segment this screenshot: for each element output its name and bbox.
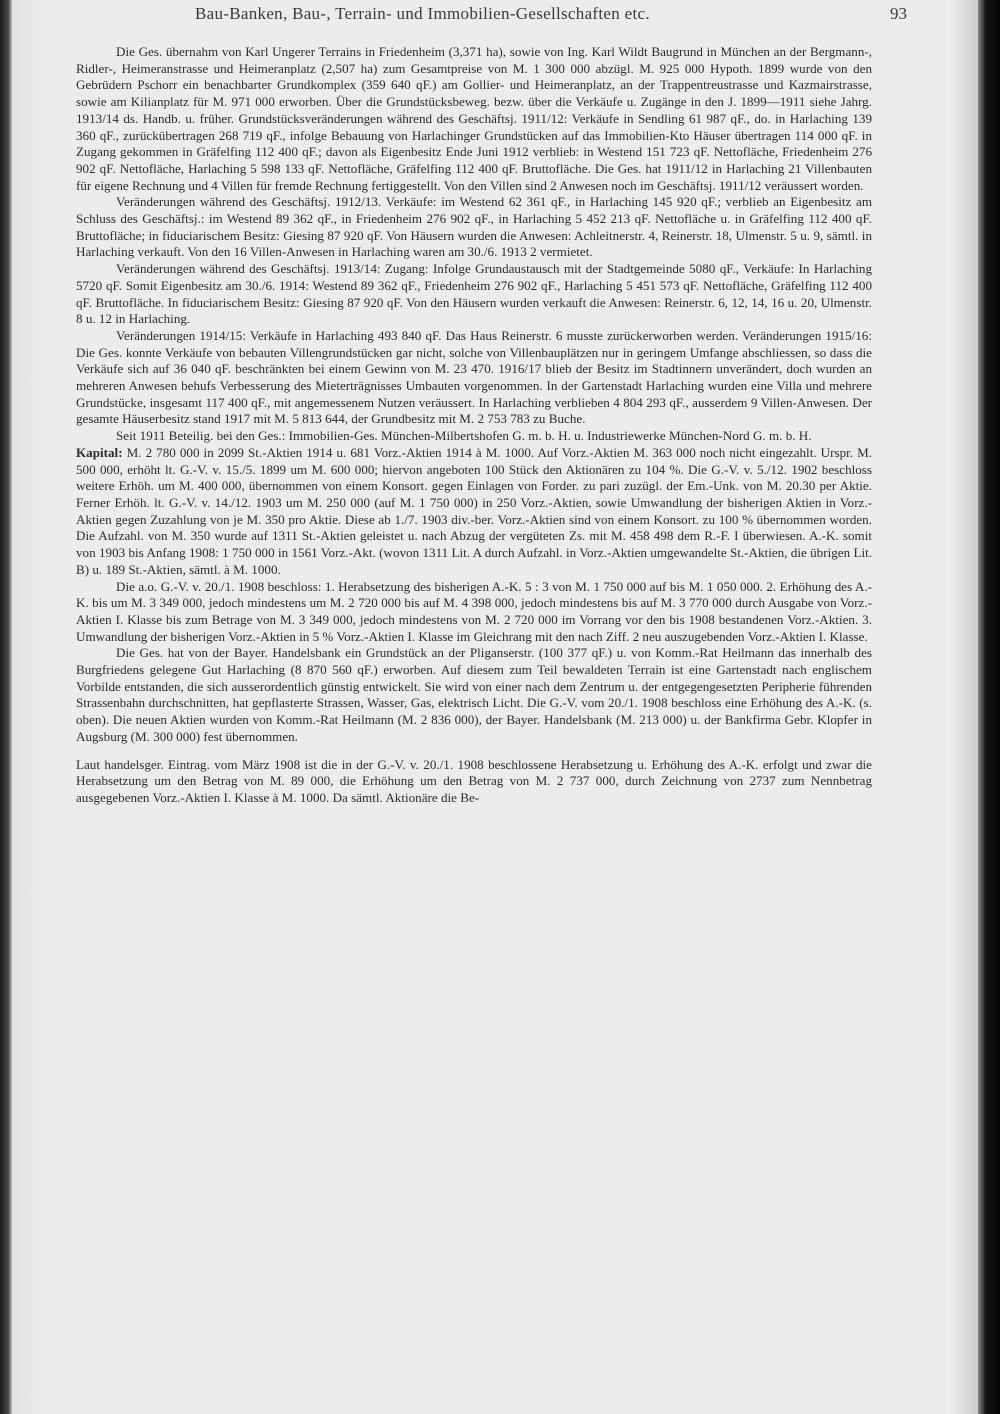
paragraph-gv-1908: Die a.o. G.-V. v. 20./1. 1908 beschloss: 1. Herabsetzung des bisherigen A.-K. 5 : 3 von M. 1 750 000 auf bis M. 1 050 000. 2. Erhöhung des A.-K. bis um M. 3 349 000, jedoch mindestens um M. 2 720 000 bis auf M. 4 398 000, jedoch mindestens bis auf M. 3 770 000 durch Ausgabe von Vorz.-Aktien I. Klasse bis zum Betrage von M. 3 349 000, jedoch mindestens von M. 2 720 000 im Vorrang vor den bis 1908 bestandenen Vorz.-Aktien. 3. Umwandlung der bisherigen Vorz.-Aktien in 5 % Vorz.-Aktien I. Klasse im Gleichrang mit den nach Ziff. 2 neu auszugebenden Vorz.-Aktien I. Klasse. [76, 578, 872, 644]
page-number: 93 [890, 4, 907, 23]
paragraph-gap [76, 746, 872, 757]
page-right-edge [978, 0, 1000, 1414]
paragraph-land-acquisition: Die Ges. übernahm von Karl Ungerer Terrains in Friedenheim (3,371 ha), sowie von Ing. Karl Wildt Baugrund in München an der Bergmann-, Ridler-, Heimeranstrasse und Heimeranplatz (2,507 ha) zum Gesamtpreise von M. 1 300 000 abzügl. M. 925 000 Hypoth. 1899 wurde von den Gebrüdern Pschorr ein benachbarter Grundkomplex (359 640 qF.) am Gollier- und Heimeranplatz, an der Trappentreustrasse und Kazmairstrasse, sowie am Kilianplatz für M. 971 000 erworben. Über die Grundstücksbeweg. bezw. über die Verkäufe u. Zugänge in den J. 1899—1911 siehe Jahrg. 1913/14 ds. Handb. u. früher. Grundstücksveränderungen während des Geschäftsj. 1911/12: Verkäufe in Sendling 61 987 qF., do. in Harlaching 139 360 qF., zurückübertragen 268 719 qF., infolge Bebauung von Harlachinger Grundstücken auf das Immobilien-Kto Häuser übertragen 114 000 qF. in Zugang gekommen in Gräfelfing 112 400 qF.; davon als Eigenbesitz Ende Juni 1912 verblieb: in Westend 151 723 qF. Nettofläche, Friedenheim 276 902 qF. Nettofläche, Harlaching 5 598 133 qF. Nettofläche, Gräfelfing 112 400 qF. Bruttofläche. Die Ges. hat 1911/12 in Harlaching 21 Villenbauten für eigene Rechnung und 4 Villen für fremde Rechnung fertiggestellt. Von den Villen sind 2 Anwesen noch im Geschäftsj. 1911/12 veräussert worden. [76, 44, 872, 193]
paragraph-changes-1912-13: Veränderungen während des Geschäftsj. 1912/13. Verkäufe: im Westend 62 361 qF., in Harlaching 145 920 qF.; verblieb an Eigenbesitz am Schluss des Geschäftsj.: im Westend 89 362 qF., in Friedenheim 276 902 qF., in Harlaching 5 452 213 qF. Nettofläche u. in Gräfelfing 112 400 qF. Bruttofläche; in fiduciarischem Besitz: Giesing 87 920 qF. Von Häusern wurden die Anwesen: Achleitnerstr. 4, Reinerstr. 18, Ulmenstr. 5 u. 9, sämtl. in Harlaching verkauft. Von den 16 Villen-Anwesen in Harlaching waren am 30./6. 1913 2 vermietet. [76, 194, 872, 260]
paragraph-register-entry: Laut handelsger. Eintrag. vom März 1908 ist die in der G.-V. v. 20./1. 1908 beschlossene Herabsetzung u. Erhöhung des A.-K. erfolgt und zwar die Herabsetzung um den Betrag von M. 89 000, die Erhöhung um den Betrag von M. 2 737 000, durch Zeichnung von 2737 zum Nennbetrag ausgegebenen Vorz.-Aktien I. Klasse à M. 1000. Da sämtl. Aktionäre die Be- [76, 756, 872, 805]
paragraph-harlaching-estate: Die Ges. hat von der Bayer. Handelsbank ein Grundstück an der Pliganserstr. (100 377 qF.) u. von Komm.-Rat Heilmann das innerhalb des Burgfriedens gelegene Gut Harlaching (8 870 560 qF.) erworben. Auf diesem zum Teil bewaldeten Terrain ist eine Gartenstadt nach englischem Vorbilde entstanden, die sich ausserordentlich günstig entwickelt. Sie wird von einer nach dem Zentrum u. der entgegengesetzten Peripherie führenden Strassenbahn durchschnitten, hat gepflasterte Strassen, Wasser, Gas, elektrisch Licht. Die G.-V. vom 20./1. 1908 beschloss eine Erhöhung des A.-K. (s. oben). Die neuen Aktien wurden von Komm.-Rat Heilmann (M. 2 836 000), der Bayer. Handelsbank (M. 213 000) u. der Bankfirma Gebr. Klopfer in Augsburg (M. 300 000) fest übernommen. [76, 645, 872, 744]
kapital-label: Kapital: [76, 444, 123, 460]
running-header: Bau-Banken, Bau-, Terrain- und Immobilien-Gesellschaften etc. [195, 4, 650, 23]
paragraph-changes-1913-14: Veränderungen während des Geschäftsj. 1913/14: Zugang: Infolge Grundaustausch mit der Stadtgemeinde 5080 qF., Verkäufe: In Harlaching 5720 qF. Somit Eigenbesitz am 30./6. 1914: Westend 89 362 qF., Friedenheim 276 902 qF., Harlaching 5 451 573 qF. Nettofläche, Gräfelfing 112 400 qF. Bruttofläche. In fiduciarischem Besitz: Giesing 87 920 qF. Von den Häusern wurden verkauft die Anwesen: Reinerstr. 6, 12, 14, 16 u. 20, Ulmenstr. 8 u. 12 in Harlaching. [76, 261, 872, 327]
paragraph-participations: Seit 1911 Beteilig. bei den Ges.: Immobilien-Ges. München-Milbertshofen G. m. b. H. u. Industriewerke München-Nord G. m. b. H. [116, 428, 812, 444]
page-left-edge [0, 0, 12, 1414]
kapital-text: M. 2 780 000 in 2099 St.-Aktien 1914 u. 681 Vorz.-Aktien 1914 à M. 1000. Auf Vorz.-Aktien M. 363 000 noch nicht eingezahlt. Urspr. M. 500 000, erhöht lt. G.-V. v. 15./5. 1899 um M. 600 000; hiervon angeboten 100 Stück den Aktionären zu 104 %. Die G.-V. v. 5./12. 1902 beschloss weitere Erhöh. um M. 400 000, übernommen von einem Konsort. gegen Einlagen von Forder. zu pari zuzügl. der Em.-Unk. von M. 20.30 per Aktie. Ferner Erhöh. lt. G.-V. v. 14./12. 1903 um M. 250 000 (auf M. 1 750 000) in 250 Vorz.-Aktien, sowie Umwandlung der bisherigen Aktien in Vorz.-Aktien gegen Zuzahlung von je M. 350 pro Aktie. Diese ab 1./7. 1903 div.-ber. Vorz.-Aktien sind von einem Konsort. zu 100 % übernommen worden. Die Aufzahl. von M. 350 wurde auf 1311 St.-Aktien geleistet u. nach Abzug der vergüteten Zs. mit M. 458 498 dem R.-F. I überwiesen. A.-K. somit von 1903 bis Anfang 1908: 1 750 000 in 1561 Vorz.-Akt. (wovon 1311 Lit. A durch Aufzahl. in Vorz.-Aktien umgewandelte St.-Aktien, die übrigen Lit. B) u. 189 St.-Aktien, sämtl. à M. 1000. [76, 444, 872, 577]
paragraph-changes-1914-17: Veränderungen 1914/15: Verkäufe in Harlaching 493 840 qF. Das Haus Reinerstr. 6 musste zurückerworben werden. Veränderungen 1915/16: Die Ges. konnte Verkäufe von bebauten Villengrundstücken gar nicht, solche von Villenbauplätzen nur in geringem Umfange abschliessen, so dass die Verkäufe sich auf 36 040 qF. beschränkten bei einem Gewinn von M. 23 470. 1916/17 blieb der Besitz im Stadtinnern unverändert, doch wurden an mehreren Anwesen behufs Verbesserung des Mieterträgnisses Umbauten vorgenommen. In der Gartenstadt Harlaching wurden eine Villa und mehrere Grundstücke, insgesamt 117 400 qF., mit angemessenem Nutzen veräussert. In Harlaching verblieben 4 804 293 qF., ausserdem 9 Villen-Anwesen. Der gesamte Häuserbesitz stand 1917 mit M. 5 813 644, der Grundbesitz mit M. 2 753 783 zu Buche. [76, 327, 872, 427]
body-text [76, 44, 872, 807]
paragraph-kapital [76, 445, 872, 579]
